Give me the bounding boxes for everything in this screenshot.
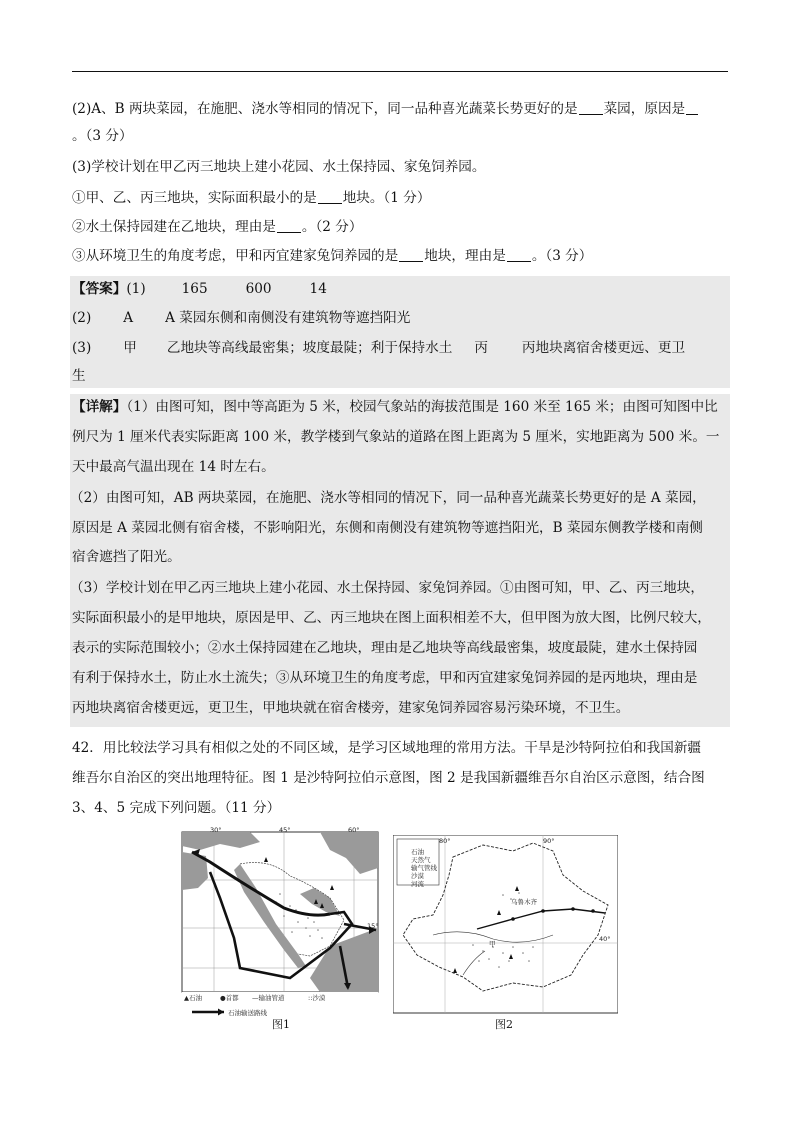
longitude-label: 90° xyxy=(543,837,555,845)
explanation-line xyxy=(72,397,718,417)
answer-label: 【答案】 xyxy=(72,281,127,297)
legend-capital: ●首都 xyxy=(220,994,239,1002)
question-text: 。（2 分） xyxy=(301,219,363,235)
saudi-map-graphic xyxy=(180,828,380,1018)
legend-oil-route: 石油输送路线 xyxy=(228,1009,267,1017)
legend-oil: 石油 xyxy=(411,848,424,856)
explanation-line: 宿舍遮挡了阳光。 xyxy=(72,549,181,565)
figure-2-caption: 图2 xyxy=(495,1018,513,1031)
longitude-label: 60° xyxy=(348,826,360,834)
explanation-line: 有利于保持水土，防止水土流失；③从环境卫生的角度考虑，甲和丙宜建家兔饲养园的是丙地块，理由是 xyxy=(72,670,698,686)
answer-blank xyxy=(579,100,603,115)
explanation-line: 表示的实际范围较小；②水土保持园建在乙地块，理由是乙地块等高线最密集，坡度最陡，建水土保持园 xyxy=(72,640,698,656)
legend-oil: ▲石油 xyxy=(184,994,202,1002)
city-label: 乌鲁木齐 xyxy=(511,898,537,906)
answer-blank xyxy=(399,247,423,262)
place-label: 甲 xyxy=(489,940,496,948)
question-3-intro: (3)学校计划在甲乙丙三地块上建小花园、水土保持园、家兔饲养园。 xyxy=(72,159,486,175)
latitude-label: 40° xyxy=(599,935,611,943)
explanation-line: 原因是 A 菜园北侧有宿舍楼，不影响阳光，东侧和南侧没有建筑物等遮挡阳光，B 菜园东侧教学楼和南侧 xyxy=(72,520,703,536)
question-text: 地块，理由是 xyxy=(424,248,506,264)
question-42-line: 42．用比较法学习具有相似之处的不同区域，是学习区域地理的常用方法。干旱是沙特阿拉伯和我国新疆 xyxy=(72,740,702,756)
answer-blank xyxy=(318,189,342,204)
answer-blank xyxy=(686,100,698,115)
legend-gas-pipeline: 输气管线 xyxy=(411,864,437,872)
latitude-label: 15° xyxy=(367,922,379,930)
answer-value: A xyxy=(123,310,134,326)
explanation-text: （1）由图可知，图中等高距为 5 米，校园气象站的海拔范围是 160 米至 165 米；由图可知图中比 xyxy=(126,399,718,415)
answer-value: 丙 xyxy=(474,340,488,356)
answer-row-3-wrap: 生 xyxy=(72,368,86,384)
question-3-sub2 xyxy=(72,217,362,237)
question-42-line: 3、4、5 完成下列问题。（11 分） xyxy=(72,800,281,816)
answer-row-1 xyxy=(72,279,327,299)
legend-desert: ::沙漠 xyxy=(308,994,326,1002)
answer-row-3 xyxy=(72,338,685,358)
explanation-line: 天中最高气温出现在 14 时左右。 xyxy=(72,459,275,475)
question-2-text: 菜园，原因是 xyxy=(603,101,686,117)
answer-row-2 xyxy=(72,308,410,328)
explanation-line: （3）学校计划在甲乙丙三地块上建小花园、水土保持园、家兔饲养园。①由图可知，甲、乙、丙三地块， xyxy=(70,580,704,596)
longitude-label: 45° xyxy=(279,826,291,834)
answer-number: (1) xyxy=(126,281,146,297)
longitude-label: 30° xyxy=(210,826,222,834)
legend-river: 河流 xyxy=(411,880,424,888)
question-2-cont: 。（3 分） xyxy=(72,128,133,144)
question-42-line: 维吾尔自治区的突出地理特征。图 1 是沙特阿拉伯示意图，图 2 是我国新疆维吾尔自治区示意图，结合图 xyxy=(72,770,705,786)
question-2 xyxy=(72,99,699,119)
answer-value: A 菜园东侧和南侧没有建筑物等遮挡阳光 xyxy=(165,310,411,326)
explanation-line: 丙地块离宿舍楼更远，更卫生，甲地块就在宿舍楼旁，建家兔饲养园容易污染环境，不卫生。 xyxy=(72,700,630,716)
question-3-sub3 xyxy=(72,246,592,266)
answer-value: 14 xyxy=(309,281,327,297)
question-3-sub1 xyxy=(72,188,430,208)
explanation-line: （2）由图可知，AB 两块菜园，在施肥、浇水等相同的情况下，同一品种喜光蔬菜长势更好的是 A 菜园， xyxy=(70,490,706,506)
figure-1-caption: 图1 xyxy=(272,1018,290,1031)
answer-value: 甲 xyxy=(123,340,137,356)
question-2-text: (2)A、B 两块菜园，在施肥、浇水等相同的情况下，同一品种喜光蔬菜长势更好的是 xyxy=(72,101,578,117)
answer-blank xyxy=(277,218,301,233)
answer-value: 165 xyxy=(181,281,208,297)
answer-value: 丙地块离宿舍楼更远、更卫 xyxy=(521,340,686,356)
legend-gas: 天然气 xyxy=(411,856,431,864)
figure-1-saudi-map xyxy=(180,828,380,1018)
figure-2-xinjiang-map xyxy=(393,835,618,1015)
answer-blank xyxy=(507,247,531,262)
question-text: 地块。（1 分） xyxy=(342,190,431,206)
explanation-label: 【详解】 xyxy=(72,399,127,415)
legend-desert: 沙漠 xyxy=(411,872,424,880)
question-text: ②水土保持园建在乙地块，理由是 xyxy=(72,219,276,235)
question-text: ③从环境卫生的角度考虑，甲和丙宜建家兔饲养园的是 xyxy=(72,248,399,264)
longitude-label: 80° xyxy=(439,837,451,845)
explanation-line: 例尺为 1 厘米代表实际距离 100 米，教学楼到气象站的道路在图上距离为 5 厘米，实地距离为 500 米。一 xyxy=(72,429,720,445)
answer-number: (2) xyxy=(72,310,92,326)
explanation-line: 实际面积最小的是甲地块，原因是甲、乙、丙三地块在图上面积相差不大，但甲图为放大图，比例尺较大， xyxy=(72,610,711,626)
answer-value: 乙地块等高线最密集；坡度最陡；利于保持水土 xyxy=(166,340,453,356)
header-rule xyxy=(72,71,728,72)
answer-value: 600 xyxy=(245,281,272,297)
answer-number: (3) xyxy=(72,340,92,356)
question-text: ①甲、乙、丙三地块，实际面积最小的是 xyxy=(72,190,317,206)
legend-pipeline: —输油管道 xyxy=(252,994,285,1002)
question-text: 。（3 分） xyxy=(531,248,593,264)
